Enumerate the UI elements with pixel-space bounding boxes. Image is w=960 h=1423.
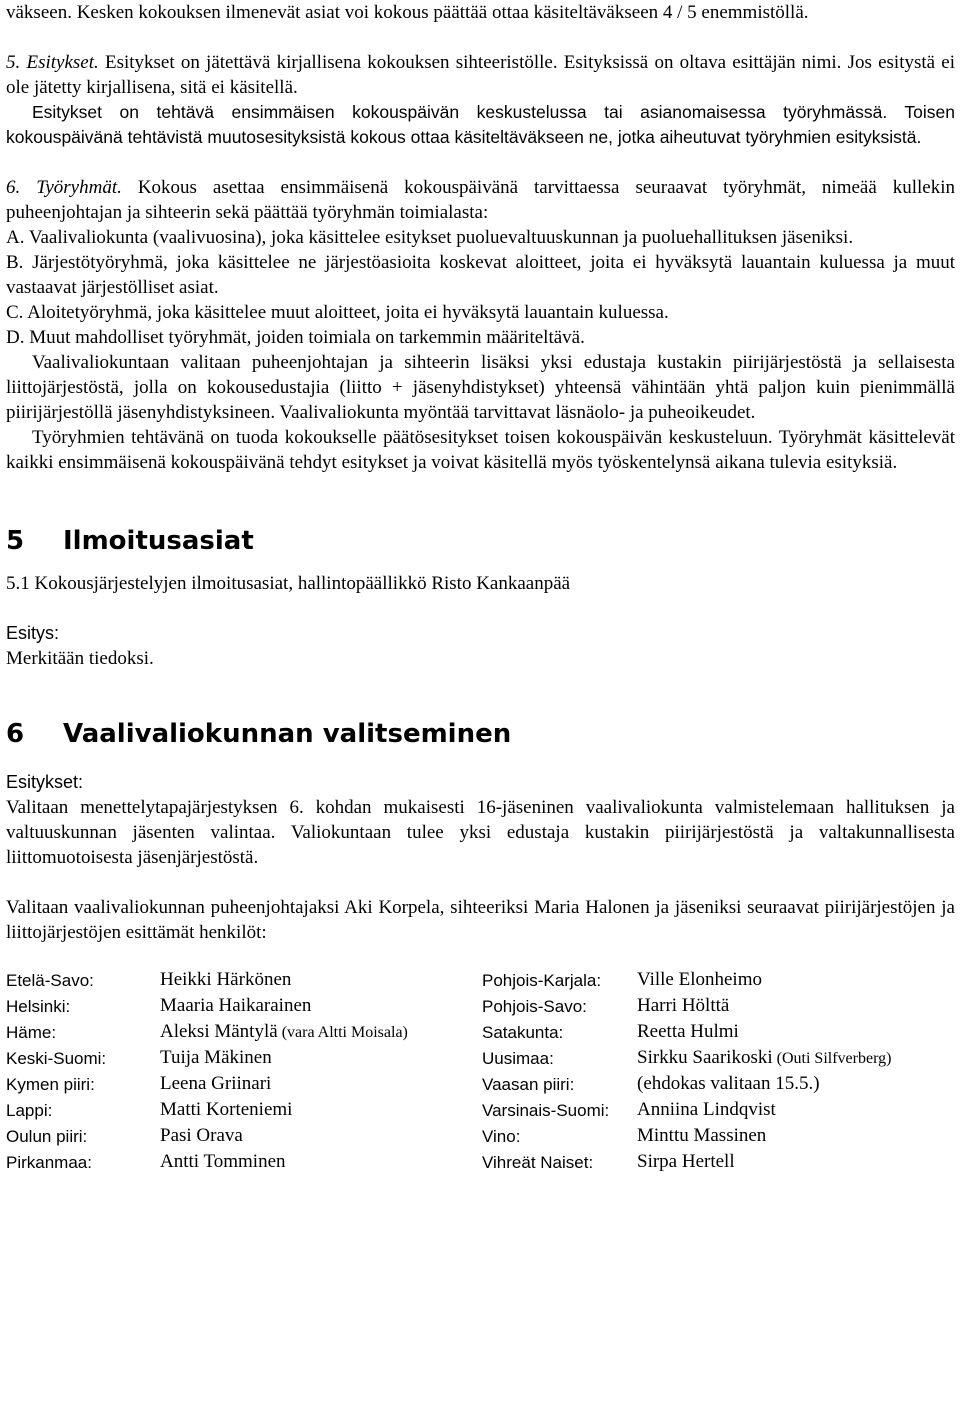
region-left-text: Helsinki: — [6, 996, 71, 1016]
member-name-left-text: Maaria Haikarainen — [160, 995, 312, 1016]
member-name-left — [160, 1123, 482, 1149]
member-name-left — [160, 1019, 482, 1045]
member-row — [6, 1071, 955, 1097]
region-left — [6, 1019, 160, 1045]
member-name-right — [637, 1071, 955, 1097]
member-name-right-text: Sirpa Hertell — [637, 1151, 735, 1172]
member-name-right — [637, 1123, 955, 1149]
members-table-body — [6, 967, 955, 1175]
region-left-text: Keski-Suomi: — [6, 1048, 107, 1068]
section-6-number: 6 — [6, 719, 25, 749]
list-item-d: D. Muut mahdolliset työryhmät, joiden toimiala on tarkemmin määriteltävä. — [6, 327, 585, 348]
list-item-b: B. Järjestötyöryhmä, joka käsittelee ne järjestöasioita koskevat aloitteet, joita ei hyväksytä lauantain kuluessa ja muut vastaavat järjestölliset asiat. — [6, 252, 955, 298]
member-name-left-text: Matti Korteniemi — [160, 1099, 293, 1120]
member-row — [6, 967, 955, 993]
section-6-paragraph-2: Valitaan vaalivaliokunnan puheenjohtajaksi Aki Korpela, sihteeriksi Maria Halonen ja jäseniksi seuraavat piirijärjestöjen ja liittojärjestöjen esittämät henkilöt: — [6, 897, 955, 943]
region-left — [6, 993, 160, 1019]
region-left — [6, 1149, 160, 1175]
region-left-text: Lappi: — [6, 1100, 53, 1120]
member-name-right-text: Minttu Massinen — [637, 1125, 767, 1146]
member-name-left — [160, 993, 482, 1019]
region-left-text: Pirkanmaa: — [6, 1152, 92, 1172]
region-right — [482, 993, 637, 1019]
member-name-right-text: Reetta Hulmi — [637, 1021, 739, 1042]
region-left — [6, 1071, 160, 1097]
region-left-text: Häme: — [6, 1022, 57, 1042]
region-left-text: Etelä-Savo: — [6, 970, 94, 990]
member-name-right-text: Sirkku Saarikoski — [637, 1047, 773, 1068]
section-5-esitys-text: Merkitään tiedoksi. — [6, 648, 154, 669]
region-right — [482, 1045, 637, 1071]
section-6-esitykset-label: Esitykset: — [6, 772, 84, 792]
region-right-text: Varsinais-Suomi: — [482, 1100, 610, 1120]
region-left-text: Oulun piiri: — [6, 1126, 88, 1146]
region-left — [6, 967, 160, 993]
section-5-title: Ilmoitusasiat — [63, 526, 254, 556]
region-right — [482, 967, 637, 993]
region-left — [6, 1045, 160, 1071]
members-table — [6, 967, 955, 1175]
member-name-right-text: Anniina Lindqvist — [637, 1099, 776, 1120]
section-5-subheading: 5.1 Kokousjärjestelyjen ilmoitusasiat, hallintopäällikkö Risto Kankaanpää — [6, 573, 571, 594]
rule-5-label: 5. Esitykset. — [6, 52, 99, 73]
list-item-c: C. Aloitetyöryhmä, joka käsittelee muut aloitteet, joita ei hyväksytä lauantain kuluessa. — [6, 302, 669, 323]
member-name-left-note: (vara Altti Moisala) — [277, 1024, 408, 1041]
intro-paragraph-1-text: väkseen. Kesken kokouksen ilmenevät asiat voi kokous päättää ottaa käsiteltäväkseen 4 / 5 enemmistöllä. — [6, 2, 809, 23]
member-name-left — [160, 967, 482, 993]
member-name-left-text: Antti Tomminen — [160, 1151, 286, 1172]
member-name-left — [160, 1045, 482, 1071]
member-name-right — [637, 1097, 955, 1123]
member-name-right-note: (Outi Silfverberg) — [772, 1050, 892, 1067]
member-name-right — [637, 1019, 955, 1045]
region-right — [482, 1149, 637, 1175]
list-item-a: A. Vaalivaliokunta (vaalivuosina), joka käsittelee esitykset puoluevaltuuskunnan ja puoluehallituksen jäseniksi. — [6, 227, 854, 248]
section-6-heading — [6, 718, 955, 750]
region-left — [6, 1097, 160, 1123]
intro-paragraph-1 — [6, 0, 955, 25]
member-name-right-text: Harri Hölttä — [637, 995, 730, 1016]
member-row — [6, 1019, 955, 1045]
rule-6-label: 6. Työryhmät. — [6, 177, 122, 198]
member-name-left-text: Aleksi Mäntylä — [160, 1021, 278, 1042]
member-row — [6, 1045, 955, 1071]
region-right — [482, 1019, 637, 1045]
rule-6-tyoryhmat — [6, 175, 955, 225]
region-left-text: Kymen piiri: — [6, 1074, 95, 1094]
member-name-left-text: Tuija Mäkinen — [160, 1047, 272, 1068]
region-right — [482, 1123, 637, 1149]
region-right-text: Pohjois-Savo: — [482, 996, 587, 1016]
section-5-esitys-label: Esitys: — [6, 623, 60, 643]
member-name-left-text: Pasi Orava — [160, 1125, 243, 1146]
section-5-heading — [6, 525, 955, 557]
member-name-right — [637, 993, 955, 1019]
rule-6-paragraph-vaalivaliokunta: Vaalivaliokuntaan valitaan puheenjohtajan ja sihteerin lisäksi yksi edustaja kustakin piirijärjestöstä ja sellaisesta liittojärjestöstä, jolla on kokousedustajia (liitto + jäsenyhdistykset) yhteensä vähintään yhtä paljon kuin pienimmällä piirijärjestöllä jäsenyhdistyksineen. Vaalivaliokunta myöntää tarvittavat läsnäolo- ja puheoikeudet. — [6, 352, 955, 423]
region-right-text: Vino: — [482, 1126, 521, 1146]
section-5-number: 5 — [6, 526, 25, 556]
member-name-right — [637, 1045, 955, 1071]
member-row — [6, 1149, 955, 1175]
rule-6-paragraph-tyoryhmat: Työryhmien tehtävänä on tuoda kokoukselle päätösesitykset toisen kokouspäivän keskusteluun. Työryhmät käsittelevät kaikki ensimmäisenä kokouspäivänä tehdyt esitykset ja voivat käsitellä myös työskentelynsä aikana tulevia esityksiä. — [6, 427, 955, 473]
member-name-left-text: Leena Griinari — [160, 1073, 272, 1094]
region-right-text: Vaasan piiri: — [482, 1074, 575, 1094]
section-6-title: Vaalivaliokunnan valitseminen — [63, 719, 512, 749]
member-name-left — [160, 1149, 482, 1175]
region-right-text: Uusimaa: — [482, 1048, 554, 1068]
region-left — [6, 1123, 160, 1149]
section-6-paragraph-1: Valitaan menettelytapajärjestyksen 6. kohdan mukaisesti 16-jäseninen vaalivaliokunta valmistelemaan hallituksen ja valtuuskunnan jäsenten valintaa. Valiokuntaan tulee yksi edustaja kustakin piirijärjestöstä ja valtakunnallisesta liittomuotoisesta jäsenjärjestöstä. — [6, 797, 955, 868]
region-right-text: Satakunta: — [482, 1022, 564, 1042]
rule-5-esitykset — [6, 50, 955, 100]
member-name-left-text: Heikki Härkönen — [160, 969, 292, 990]
member-name-right-text: Ville Elonheimo — [637, 969, 762, 990]
rule-5-paragraph-2: Esitykset on tehtävä ensimmäisen kokouspäivän keskustelussa tai asianomaisessa työryhmässä. Toisen kokouspäivänä tehtävistä muutosesityksistä kokous ottaa käsiteltäväkseen ne, jotka aiheutuvat työryhmien esityksistä. — [6, 102, 955, 147]
member-name-right — [637, 967, 955, 993]
member-name-left — [160, 1097, 482, 1123]
region-right-text: Vihreät Naiset: — [482, 1152, 594, 1172]
member-name-right — [637, 1149, 955, 1175]
member-row — [6, 1123, 955, 1149]
member-row — [6, 993, 955, 1019]
member-name-left — [160, 1071, 482, 1097]
member-name-right-text: (ehdokas valitaan 15.5.) — [637, 1073, 820, 1094]
member-row — [6, 1097, 955, 1123]
rule-6-text: Kokous asettaa ensimmäisenä kokouspäivänä tarvittaessa seuraavat työryhmät, nimeää kullekin puheenjohtajan ja sihteerin sekä päättää työryhmän toimialasta: — [6, 177, 956, 223]
rule-5-text: Esitykset on jätettävä kirjallisena kokouksen sihteeristölle. Esityksissä on oltava esittäjän nimi. Jos esitystä ei ole jätetty kirjallisena, sitä ei käsitellä. — [6, 52, 956, 98]
region-right — [482, 1097, 637, 1123]
region-right — [482, 1071, 637, 1097]
region-right-text: Pohjois-Karjala: — [482, 970, 602, 990]
